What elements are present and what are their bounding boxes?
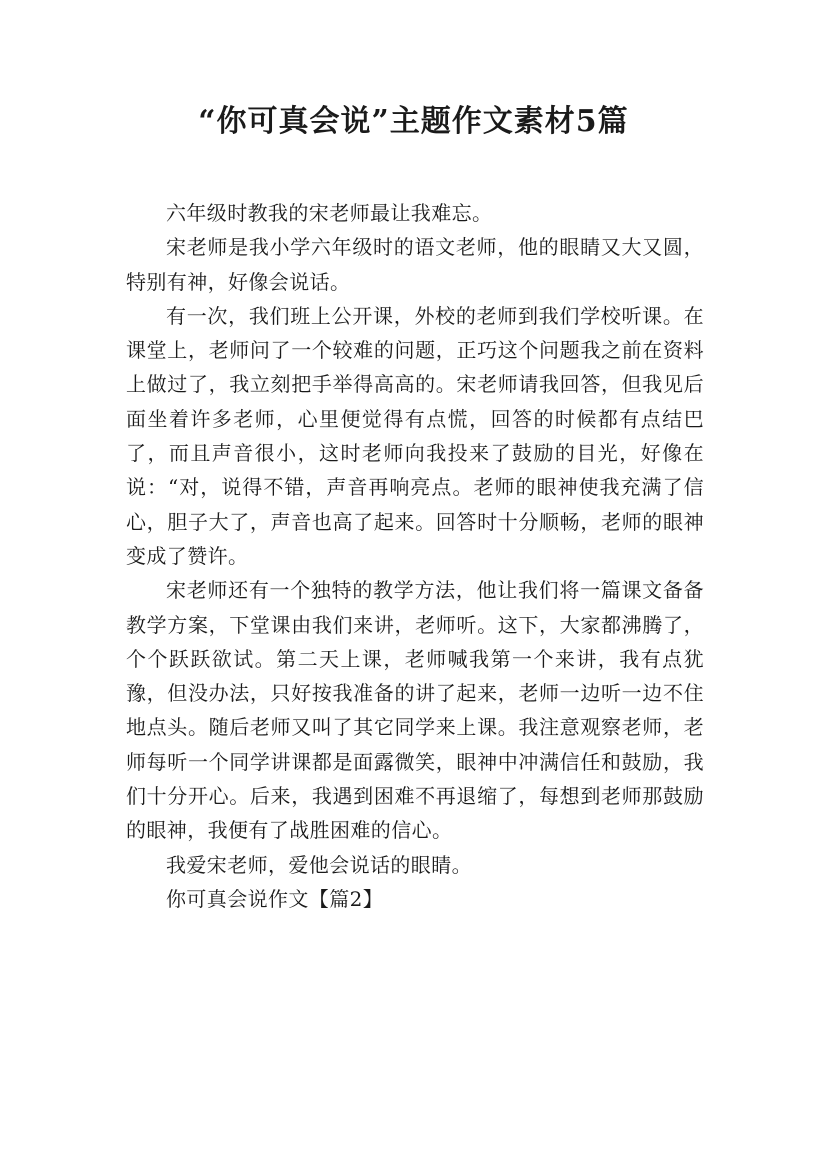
- paragraph-1: 六年级时教我的宋老师最让我难忘。: [166, 201, 493, 225]
- paragraph-3: 有一次，我们班上公开课，外校的老师到我们学校听课。在课堂上，老师问了一个较难的问题，正巧这个问题我之前在资料上做过了，我立刻把手举得高高的。宋老师请我回答，但我见后面坐着许多老师，心里便觉得有点慌，回答的时候都有点结巴了，而且声音很小，这时老师向我投来了鼓励的目光，好像在说：“对，说得不错，声音再响亮点。老师的眼神使我充满了信心，胆子大了，声音也高了起来。回答时十分顺畅，老师的眼神变成了赞许。: [126, 303, 704, 568]
- document-body: [126, 196, 704, 916]
- section-heading-2: 你可真会说作文【篇2】: [166, 886, 384, 911]
- paragraph-4: 宋老师还有一个独特的教学方法，他让我们将一篇课文备备教学方案，下堂课由我们来讲，老师听。这下，大家都沸腾了，个个跃跃欲试。第二天上课，老师喊我第一个来讲，我有点犹豫，但没办法，只好按我准备的讲了起来，老师一边听一边不住地点头。随后老师又叫了其它同学来上课。我注意观察老师，老师每听一个同学讲课都是面露微笑，眼神中冲满信任和鼓励，我们十分开心。后来，我遇到困难不再退缩了，每想到老师那鼓励的眼神，我便有了战胜困难的信心。: [126, 578, 704, 843]
- paragraph-2: 宋老师是我小学六年级时的语文老师，他的眼睛又大又圆，特别有神，好像会说话。: [126, 235, 704, 294]
- document-title: “你可真会说”主题作文素材5篇: [198, 104, 629, 139]
- paragraph-5: 我爱宋老师，爱他会说话的眼睛。: [166, 852, 472, 877]
